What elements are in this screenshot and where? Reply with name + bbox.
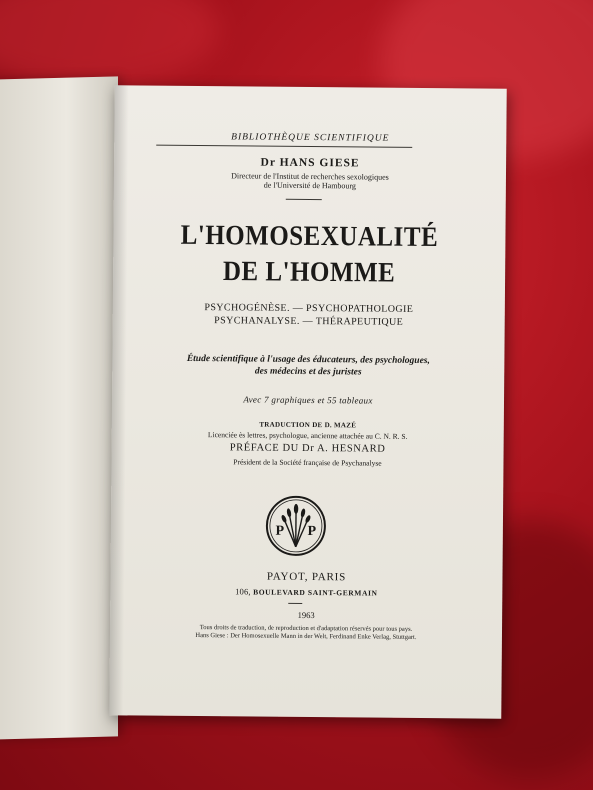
affiliation-line: de l'Université de Hambourg xyxy=(263,180,357,191)
affiliation-line: Directeur de l'Institut de recherches sexologiques xyxy=(231,171,389,182)
divider xyxy=(286,199,322,200)
publisher-address xyxy=(110,585,502,598)
subtitle-line: PSYCHANALYSE. — THÉRAPEUTIQUE xyxy=(214,315,404,328)
publisher: PAYOT, PARIS xyxy=(266,570,347,584)
payot-wheat-logo-icon xyxy=(265,495,328,558)
subtitle-line: PSYCHOGÉNÈSE. — PSYCHOPATHOLOGIE xyxy=(204,302,414,315)
subtitle xyxy=(113,300,505,329)
author: Dr HANS GIESE xyxy=(260,156,360,170)
series-name: BIBLIOTHÈQUE SCIENTIFIQUE xyxy=(231,132,390,144)
book-title xyxy=(113,217,506,292)
address-street: BOULEVARD SAINT-GERMAIN xyxy=(253,587,378,598)
address-number: 106, xyxy=(235,586,251,597)
translation-credit: TRADUCTION DE D. MAZÉ xyxy=(259,420,357,430)
logo-letter-right: P xyxy=(307,524,317,540)
preface-author-info: Président de la Société française de Psychanalyse xyxy=(233,457,382,468)
title-line: L'HOMOSEXUALITÉ xyxy=(180,220,439,253)
description-line: Étude scientifique à l'usage des éducateurs, des psychologues, xyxy=(186,353,430,367)
author-affiliation xyxy=(114,170,506,191)
divider xyxy=(288,603,302,604)
title-page xyxy=(109,85,506,718)
left-page xyxy=(0,76,118,739)
title-line: DE L'HOMME xyxy=(222,256,396,289)
divider xyxy=(156,145,412,148)
publication-year: 1963 xyxy=(297,609,315,621)
translator-info: Licenciée ès lettres, psychologue, ancienne attachée au C. N. R. S. xyxy=(207,430,408,441)
description-line: des médecins et des juristes xyxy=(254,366,362,378)
rights-line: Tous droits de traduction, de reproduction et d'adaptation réservés pour tous pays. xyxy=(199,624,413,633)
preface-credit: PRÉFACE DU Dr A. HESNARD xyxy=(229,442,386,455)
figures-note: Avec 7 graphiques et 55 tableaux xyxy=(243,394,373,406)
rights-notice xyxy=(110,623,502,642)
description xyxy=(112,352,504,379)
rights-line: Hans Giese : Der Homosexuelle Mann in der Welt, Ferdinand Enke Verlag, Stuttgart. xyxy=(195,632,417,641)
logo-letter-left: P xyxy=(275,523,285,539)
